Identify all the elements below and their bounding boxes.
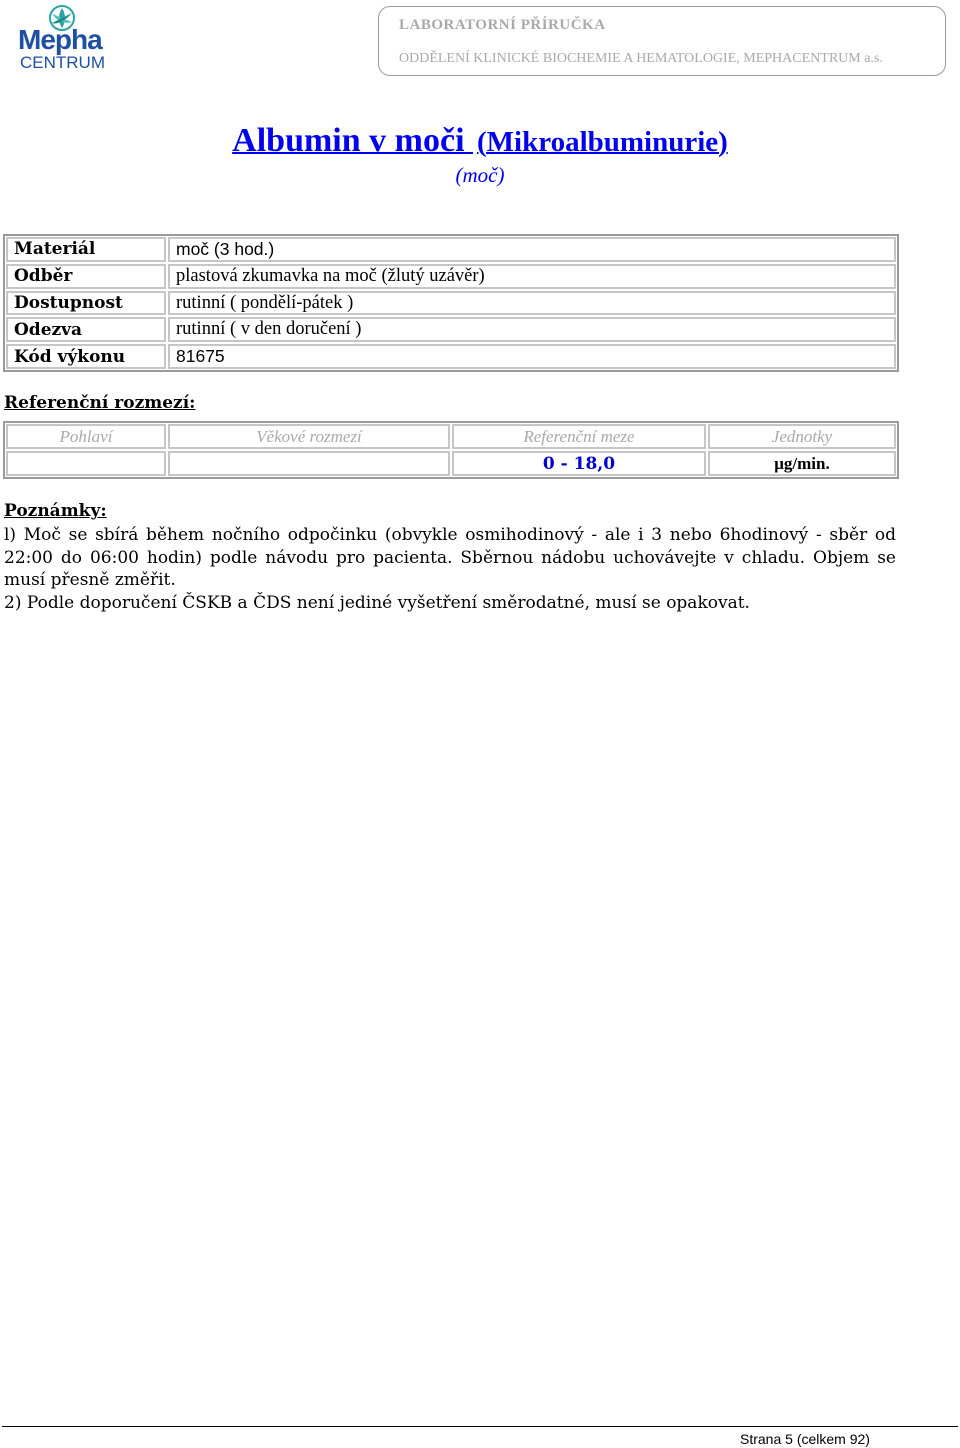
title-main: Albumin v moči: [232, 122, 465, 159]
col-header-referencni-meze: Referenční meze: [452, 424, 706, 449]
info-label-dostupnost: Dostupnost: [6, 291, 166, 316]
info-value-material: moč (3 hod.): [168, 237, 896, 262]
table-row: [5, 343, 897, 370]
page-subtitle: (moč): [455, 163, 505, 187]
info-value-odezva: rutinní ( v den doručení ): [168, 317, 896, 342]
cell-sex: [6, 451, 166, 476]
page-title: [0, 122, 960, 160]
table-row: [5, 236, 897, 263]
info-value-kod-vykonu: 81675: [168, 344, 896, 369]
title-parenthetical: (Mikroalbuminurie): [477, 126, 728, 158]
table-row: [5, 290, 897, 317]
table-row: [5, 263, 897, 290]
info-label-kod-vykonu: Kód výkonu: [6, 344, 166, 369]
specimen-info-table: [3, 234, 899, 372]
col-header-pohlavi: Pohlaví: [6, 424, 166, 449]
cell-age: [168, 451, 450, 476]
header-title: LABORATORNÍ PŘÍRUČKA: [399, 17, 606, 33]
cell-unit: μg/min.: [708, 451, 896, 476]
document-header-box: [378, 6, 946, 76]
logo-text-centrum: CENTRUM: [20, 53, 105, 72]
notes-body: [4, 524, 896, 614]
table-row: [5, 450, 897, 477]
info-label-material: Materiál: [6, 237, 166, 262]
table-row: [5, 316, 897, 343]
footer-divider: [2, 1426, 958, 1427]
info-value-dostupnost: rutinní ( pondělí-pátek ): [168, 291, 896, 316]
col-header-vekove-rozmezi: Věkové rozmezí: [168, 424, 450, 449]
page-number: Strana 5 (celkem 92): [740, 1431, 870, 1447]
col-header-jednotky: Jednotky: [708, 424, 896, 449]
info-value-odber: plastová zkumavka na moč (žlutý uzávěr): [168, 264, 896, 289]
info-label-odezva: Odezva: [6, 317, 166, 342]
header-department: ODDĚLENÍ KLINICKÉ BIOCHEMIE A HEMATOLOGIE, MEPHACENTRUM a.s.: [399, 51, 883, 66]
note-2: 2) Podle doporučení ČSKB a ČDS není jediné vyšetření směrodatné, musí se opakovat.: [4, 592, 750, 613]
table-header-row: [5, 423, 897, 450]
reference-heading: Referenční rozmezí:: [4, 393, 196, 413]
notes-heading: Poznámky:: [4, 501, 107, 521]
reference-range-table: [3, 421, 899, 479]
logo-text-mepha: Mepha: [18, 24, 102, 55]
note-1: l) Moč se sbírá během nočního odpočinku (obvykle osmihodinový - ale i 3 nebo 6hodinový - sběr od 22:00 do 06:00 hodin) podle návodu pro pacienta. Sběrnou nádobu uchovávejte v chladu. Objem se musí přesně změřit.: [4, 525, 896, 590]
info-label-odber: Odběr: [6, 264, 166, 289]
cell-reference-range: 0 - 18,0: [452, 451, 706, 476]
mephacentrum-logo: [14, 4, 110, 72]
